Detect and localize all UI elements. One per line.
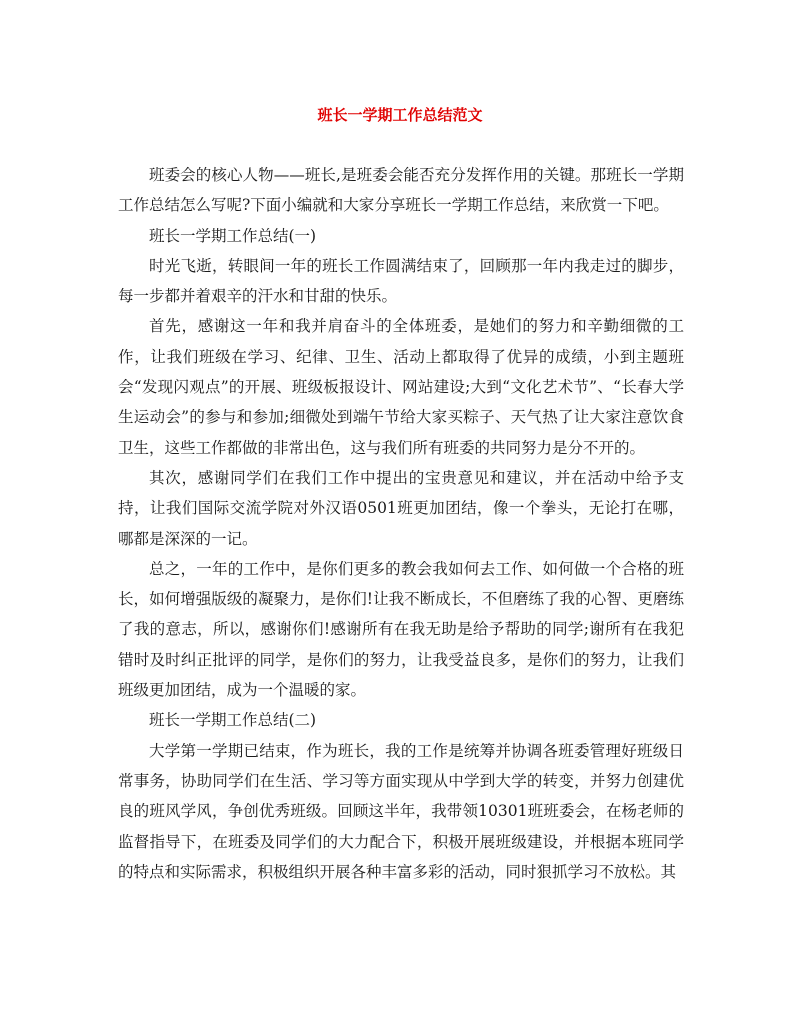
section-heading-2: 班长一学期工作总结(二) xyxy=(149,711,317,730)
paragraph: 首先，感谢这一年和我并肩奋斗的全体班委，是她们的努力和辛勤细微的工作，让我们班级在学习、纪律、卫生、活动上都取得了优异的成绩，小到主题班会“发现闪观点”的开展、班级板报设计、网站建设;大到“文化艺术节”、“长春大学生运动会”的参与和参加;细微处到端午节给大家买粽子、天气热了让大家注意饮食卫生，这些工作都做的非常出色，这与我们所有班委的共同努力是分不开的。 xyxy=(118,317,684,457)
document-title: 班长一学期工作总结范文 xyxy=(317,106,483,124)
paragraph: 其次，感谢同学们在我们工作中提出的宝贵意见和建议，并在活动中给予支持，让我们国际交流学院对外汉语0501班更加团结，像一个拳头，无论打在哪，哪都是深深的一记。 xyxy=(118,468,684,548)
section-heading-1: 班长一学期工作总结(一) xyxy=(149,226,317,245)
paragraph: 大学第一学期已结束，作为班长，我的工作是统筹并协调各班委管理好班级日常事务，协助同学们在生活、学习等方面实现从中学到大学的转变，并努力创建优良的班风学风，争创优秀班级。回顾这半年，我带领10301班班委会，在杨老师的监督指导下，在班委及同学们的大力配合下，积极开展班级建设，并根据本班同学的特点和实际需求，积极组织开展各种丰富多彩的活动，同时狠抓学习不放松。其 xyxy=(118,741,684,881)
paragraph: 总之，一年的工作中，是你们更多的教会我如何去工作、如何做一个合格的班长，如何增强版级的凝聚力，是你们!让我不断成长，不但磨练了我的心智、更磨练了我的意志，所以，感谢你们!感谢所有在我无助是给予帮助的同学;谢所有在我犯错时及时纠正批评的同学，是你们的努力，让我受益良多，是你们的努力，让我们班级更加团结，成为一个温暖的家。 xyxy=(118,559,684,700)
paragraph: 时光飞逝，转眼间一年的班长工作圆满结束了，回顾那一年内我走过的脚步，每一步都并着艰辛的汗水和甘甜的快乐。 xyxy=(118,256,684,306)
paragraph-intro: 班委会的核心人物——班长,是班委会能否充分发挥作用的关键。那班长一学期工作总结怎么写呢?下面小编就和大家分享班长一学期工作总结，来欣赏一下吧。 xyxy=(118,166,684,215)
document-body xyxy=(118,160,684,887)
